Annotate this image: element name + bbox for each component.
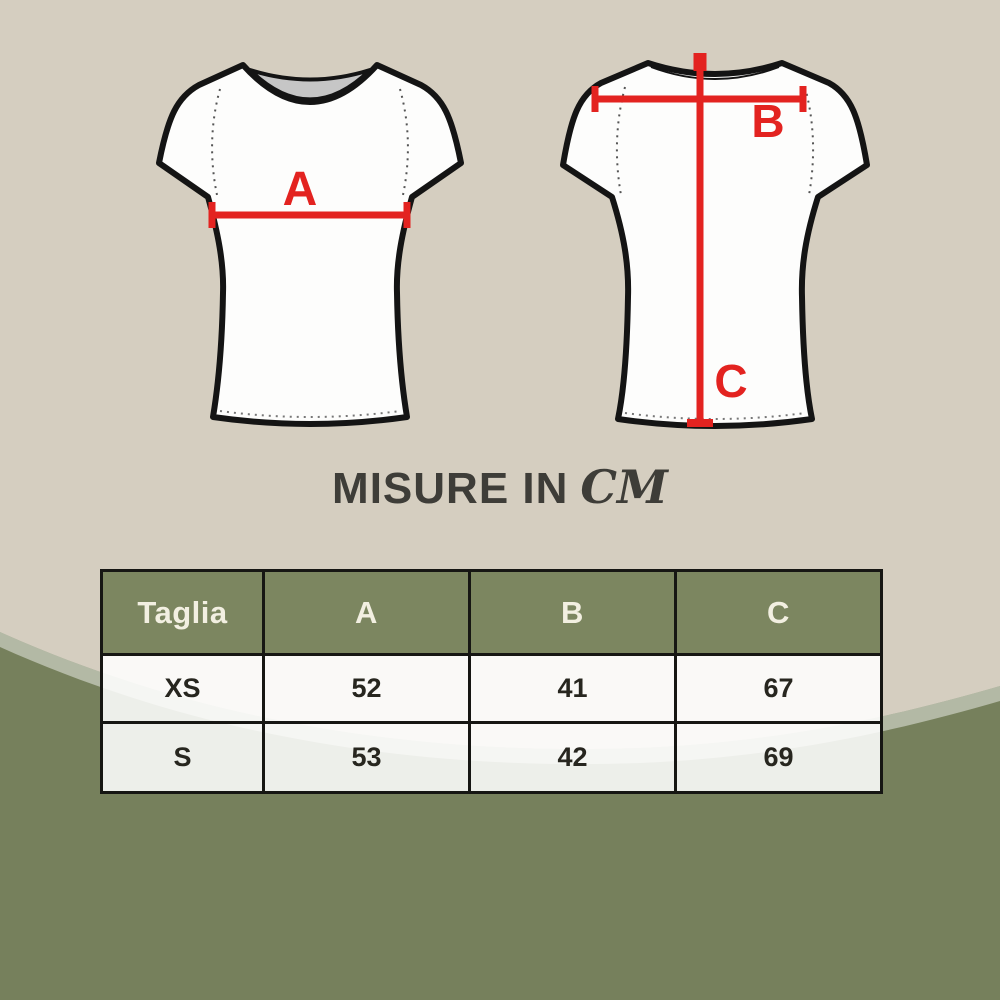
table-row-s [102,723,882,793]
header-taglia: Taglia [102,571,264,655]
measurement-label-a: A [282,163,318,216]
cell-s-c: 69 [676,723,882,793]
header-a: A [264,571,470,655]
title-text: MISURE IN [332,464,569,513]
measurement-label-c: C [714,355,748,407]
cell-xs-b: 41 [470,655,676,723]
cell-xs-c: 67 [676,655,882,723]
table-row-xs [102,655,882,723]
cell-size-xs: XS [102,655,264,723]
cell-size-s: S [102,723,264,793]
header-c: C [676,571,882,655]
measurement-label-b: B [751,95,785,147]
size-table-header-row [102,571,882,655]
title-unit-text: CM [580,460,668,514]
header-b: B [470,571,676,655]
cell-xs-a: 52 [264,655,470,723]
cell-s-b: 42 [470,723,676,793]
tshirt-back-diagram [545,25,885,445]
tshirt-front-body [159,65,461,424]
page-title [0,460,1000,514]
size-table [100,569,883,794]
tshirt-front-diagram [140,25,480,445]
cell-s-a: 53 [264,723,470,793]
